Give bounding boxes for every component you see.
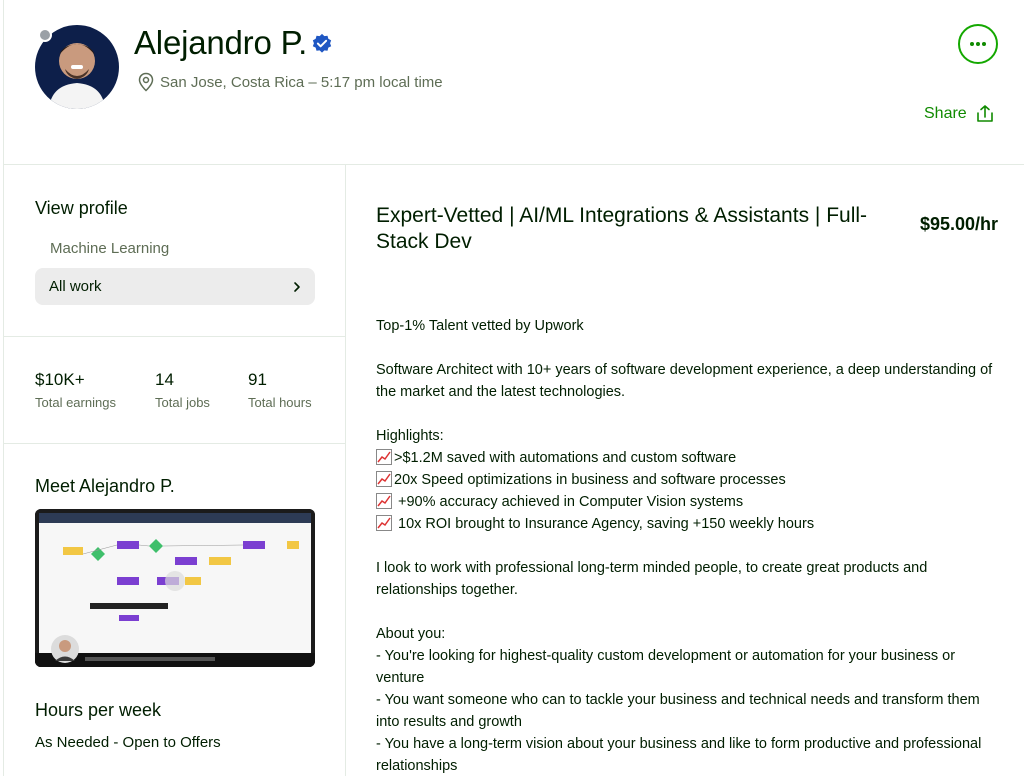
- highlight-text: 20x Speed optimizations in business and software processes: [394, 472, 786, 488]
- freelancer-name: Alejandro P.: [134, 24, 308, 61]
- description-looking: I look to work with professional long-term minded people, to create great products and relationships together.: [376, 560, 928, 598]
- chevron-right-icon: [293, 281, 301, 293]
- description-summary: Software Architect with 10+ years of software development experience, a deep understanding of the market and the latest technologies.: [376, 362, 993, 400]
- highlight-item: [376, 447, 1006, 469]
- highlight-text: 10x ROI brought to Insurance Agency, saving +150 weekly hours: [394, 516, 815, 532]
- highlight-item: [376, 513, 1006, 535]
- chart-increasing-icon: [376, 515, 392, 531]
- profile-item-all-work[interactable]: [35, 268, 315, 305]
- hours-per-week-value: As Needed - Open to Offers: [35, 734, 221, 751]
- intro-video[interactable]: [35, 509, 315, 667]
- stat-label: Total hours: [248, 395, 312, 410]
- profile-item-machine-learning[interactable]: Machine Learning: [50, 240, 170, 257]
- stat-label: Total jobs: [155, 395, 210, 410]
- share-icon: [975, 104, 995, 124]
- chart-increasing-icon: [376, 471, 392, 487]
- profile-page: [3, 0, 1024, 776]
- hourly-rate: $95.00/hr: [919, 214, 998, 234]
- profile-title: Expert-Vetted | AI/ML Integrations & Assistants | Full-Stack Dev: [376, 204, 868, 253]
- about-item: - You have a long-term vision about your business and like to form productive and professional relationships: [376, 736, 982, 774]
- location-text: San Jose, Costa Rica – 5:17 pm local time: [160, 74, 443, 91]
- stat-value: 91: [248, 370, 267, 389]
- verified-badge-icon: [311, 33, 333, 55]
- chart-increasing-icon: [376, 493, 392, 509]
- about-item: - You want someone who can to tackle your business and technical needs and transform them into results and growth: [376, 692, 980, 730]
- chart-increasing-icon: [376, 449, 392, 465]
- stat-total-earnings: [35, 370, 116, 410]
- about-item: - You're looking for highest-quality custom development or automation for your business or venture: [376, 648, 956, 686]
- highlight-item: [376, 491, 1006, 513]
- stat-value: 14: [155, 370, 174, 389]
- location-pin-icon: [137, 72, 155, 92]
- profile-sidebar: [4, 165, 346, 776]
- online-status-dot: [38, 28, 52, 42]
- highlights-label: Highlights:: [376, 428, 444, 444]
- hours-per-week-title: Hours per week: [35, 700, 162, 720]
- profile-header: [4, 0, 1024, 165]
- meet-title: Meet Alejandro P.: [35, 476, 175, 496]
- about-label: About you:: [376, 626, 446, 642]
- stat-value: $10K+: [35, 370, 85, 389]
- share-button[interactable]: [924, 104, 995, 124]
- description-intro: Top-1% Talent vetted by Upwork: [376, 318, 584, 334]
- more-options-button[interactable]: [958, 24, 998, 64]
- view-profile-section: [4, 165, 346, 337]
- stat-label: Total earnings: [35, 395, 116, 410]
- share-label: Share: [924, 105, 967, 122]
- profile-item-label: All work: [49, 278, 102, 295]
- highlight-item: [376, 469, 1006, 491]
- view-profile-title: View profile: [35, 198, 128, 218]
- stat-total-jobs: [155, 370, 210, 410]
- profile-description: [376, 315, 1006, 776]
- more-options-icon: [969, 41, 987, 47]
- highlight-text: +90% accuracy achieved in Computer Vision systems: [394, 494, 744, 510]
- stat-total-hours: [248, 370, 312, 410]
- highlight-text: >$1.2M saved with automations and custom software: [394, 450, 737, 466]
- profile-main: [347, 165, 1024, 776]
